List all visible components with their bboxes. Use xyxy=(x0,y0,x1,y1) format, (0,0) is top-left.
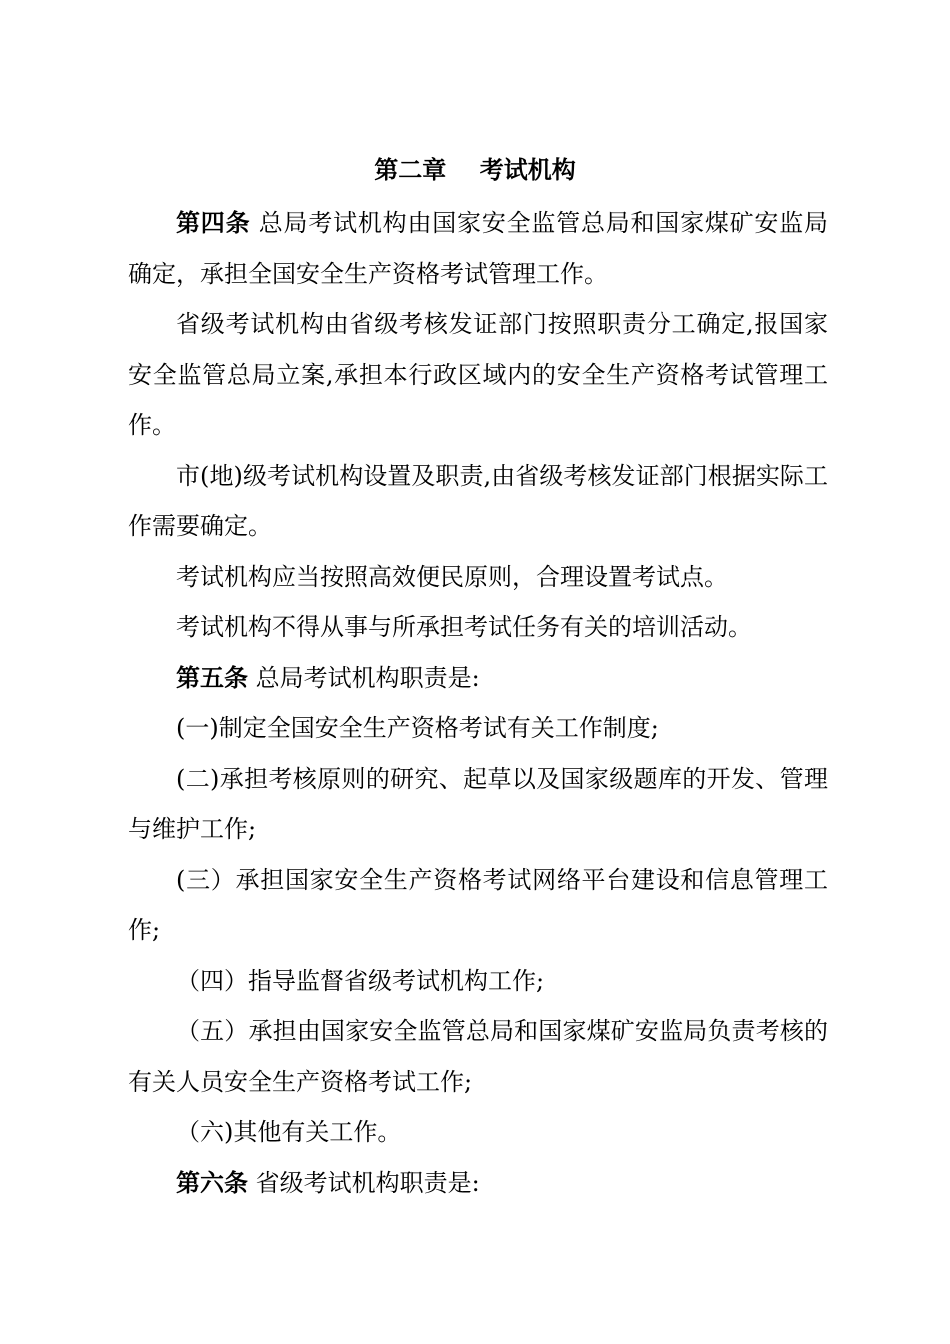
paragraph-text: （六)其他有关工作。 xyxy=(176,1118,402,1146)
paragraph-text: (一)制定全国安全生产资格考试有关工作制度; xyxy=(176,714,659,742)
paragraph-text: (二)承担考核原则的研究、起草以及国家级题库的开发、管理与维护工作; xyxy=(128,764,828,843)
paragraph-text: （四）指导监督省级考试机构工作; xyxy=(176,966,545,995)
list-item xyxy=(128,1107,828,1158)
list-item xyxy=(128,855,828,956)
article-heading: 第五条 xyxy=(176,662,248,692)
chapter-title: 第二章 考试机构 xyxy=(374,155,576,184)
list-item xyxy=(128,754,828,855)
paragraph-text: 省级考试机构由省级考核发证部门按照职责分工确定,报国家安全监管总局立案,承担本行政区域内的安全生产资格考试管理工作。 xyxy=(128,310,828,439)
paragraph xyxy=(128,451,828,552)
paragraph-text: 总局考试机构职责是: xyxy=(248,663,480,692)
paragraph-text: 市(地)级考试机构设置及职责,由省级考核发证部门根据实际工作需要确定。 xyxy=(128,461,828,540)
paragraph-text: 考试机构不得从事与所承担考试任务有关的培训活动。 xyxy=(176,613,752,641)
list-item xyxy=(128,703,828,754)
paragraph-article-5 xyxy=(128,653,828,704)
paragraph-text: (三）承担国家安全生产资格考试网络平台建设和信息管理工作; xyxy=(128,865,828,944)
paragraph xyxy=(128,299,828,451)
list-item xyxy=(128,956,828,1007)
paragraph xyxy=(128,602,828,653)
article-heading: 第四条 xyxy=(176,208,251,237)
paragraph xyxy=(128,552,828,603)
article-heading: 第六条 xyxy=(176,1167,248,1197)
paragraph-article-4 xyxy=(128,198,828,299)
paragraph-text: 省级考试机构职责是: xyxy=(248,1168,480,1197)
paragraph-article-6 xyxy=(128,1158,828,1209)
document-body xyxy=(128,198,828,1208)
paragraph-text: 考试机构应当按照高效便民原则，合理设置考试点。 xyxy=(176,562,728,591)
paragraph-text: （五）承担由国家安全监管总局和国家煤矿安监局负责考核的有关人员安全生产资格考试工作; xyxy=(128,1017,828,1096)
paragraph-text: 总局考试机构由国家安全监管总局和国家煤矿安监局确定，承担全国安全生产资格考试管理工作。 xyxy=(128,209,828,288)
list-item xyxy=(128,1006,828,1107)
